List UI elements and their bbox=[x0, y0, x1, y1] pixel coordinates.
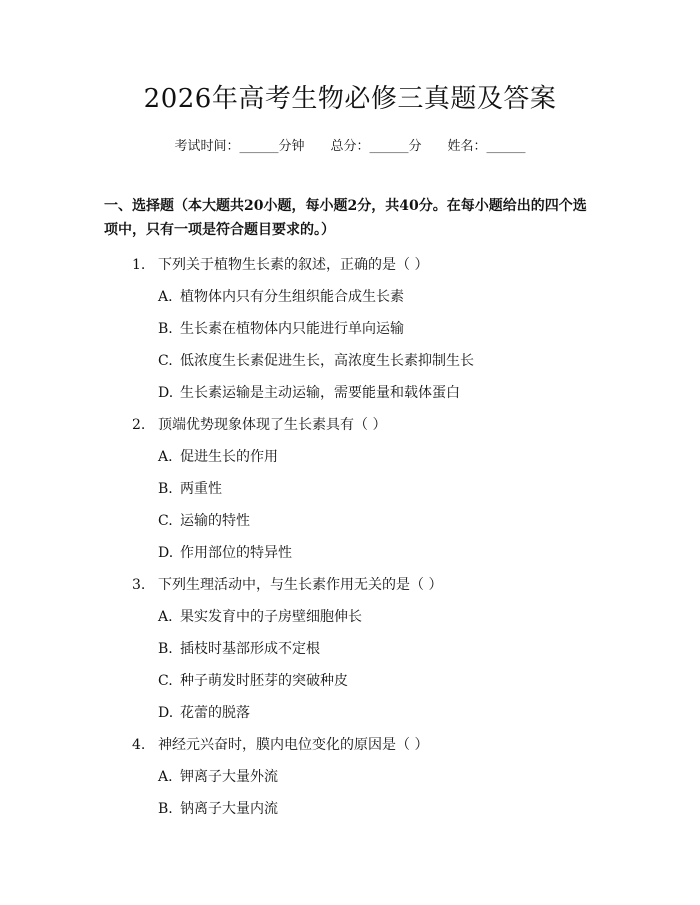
option-b bbox=[158, 799, 596, 819]
option-text: 插枝时基部形成不定根 bbox=[180, 641, 320, 657]
option-a bbox=[158, 287, 596, 307]
option-b bbox=[158, 319, 596, 339]
option-d bbox=[158, 383, 596, 403]
option-d bbox=[158, 543, 596, 563]
question-number: 2. bbox=[132, 417, 146, 433]
option-label: D. bbox=[158, 545, 174, 561]
option-text: 生长素在植物体内只能进行单向运输 bbox=[180, 321, 404, 337]
option-label: C. bbox=[158, 513, 173, 529]
option-label: A. bbox=[158, 609, 173, 625]
option-text: 两重性 bbox=[180, 481, 222, 497]
option-a bbox=[158, 767, 596, 787]
question-number: 4. bbox=[132, 737, 146, 753]
option-label: C. bbox=[158, 353, 173, 369]
option-a bbox=[158, 607, 596, 627]
question-text: 下列生理活动中，与生长素作用无关的是（ ） bbox=[158, 577, 443, 593]
option-c bbox=[158, 671, 596, 691]
option-text: 种子萌发时胚芽的突破种皮 bbox=[180, 673, 348, 689]
option-b bbox=[158, 639, 596, 659]
option-text: 植物体内只有分生组织能合成生长素 bbox=[180, 289, 404, 305]
question-3 bbox=[132, 575, 596, 723]
option-label: A. bbox=[158, 289, 173, 305]
question-stem bbox=[132, 415, 596, 435]
question-text: 顶端优势现象体现了生长素具有（ ） bbox=[158, 417, 387, 433]
option-label: A. bbox=[158, 769, 173, 785]
question-number: 1. bbox=[132, 257, 146, 273]
question-text: 神经元兴奋时，膜内电位变化的原因是（ ） bbox=[158, 737, 429, 753]
option-label: B. bbox=[158, 801, 173, 817]
question-2 bbox=[132, 415, 596, 563]
option-text: 运输的特性 bbox=[180, 513, 250, 529]
option-text: 作用部位的特异性 bbox=[180, 545, 292, 561]
option-text: 钾离子大量外流 bbox=[180, 769, 278, 785]
option-text: 花蕾的脱落 bbox=[180, 705, 250, 721]
option-text: 促进生长的作用 bbox=[180, 449, 278, 465]
question-text: 下列关于植物生长素的叙述，正确的是（ ） bbox=[158, 257, 429, 273]
option-c bbox=[158, 511, 596, 531]
question-list bbox=[104, 255, 596, 819]
student-name-field: 姓名：______ bbox=[447, 139, 526, 154]
option-text: 钠离子大量内流 bbox=[180, 801, 278, 817]
question-1 bbox=[132, 255, 596, 403]
option-label: B. bbox=[158, 481, 173, 497]
option-d bbox=[158, 703, 596, 723]
question-stem bbox=[132, 575, 596, 595]
question-stem bbox=[132, 735, 596, 755]
exam-time-field: 考试时间：______分钟 bbox=[174, 139, 305, 154]
option-b bbox=[158, 479, 596, 499]
total-score-field: 总分：______分 bbox=[330, 139, 422, 154]
option-label: D. bbox=[158, 705, 174, 721]
section-heading: 一、选择题（本大题共20小题，每小题2分，共40分。在每小题给出的四个选项中，只有一项是符合题目要求的。） bbox=[104, 198, 587, 238]
option-label: B. bbox=[158, 321, 173, 337]
option-text: 低浓度生长素促进生长，高浓度生长素抑制生长 bbox=[180, 353, 474, 369]
option-label: B. bbox=[158, 641, 173, 657]
option-label: A. bbox=[158, 449, 173, 465]
option-a bbox=[158, 447, 596, 467]
option-label: D. bbox=[158, 385, 174, 401]
option-text: 果实发育中的子房壁细胞伸长 bbox=[180, 609, 362, 625]
question-stem bbox=[132, 255, 596, 275]
page-title: 2026年高考生物必修三真题及答案 bbox=[143, 84, 557, 114]
exam-info-bar bbox=[104, 138, 596, 156]
question-4 bbox=[132, 735, 596, 819]
option-c bbox=[158, 351, 596, 371]
option-label: C. bbox=[158, 673, 173, 689]
option-text: 生长素运输是主动运输，需要能量和载体蛋白 bbox=[180, 385, 460, 401]
question-number: 3. bbox=[132, 577, 146, 593]
